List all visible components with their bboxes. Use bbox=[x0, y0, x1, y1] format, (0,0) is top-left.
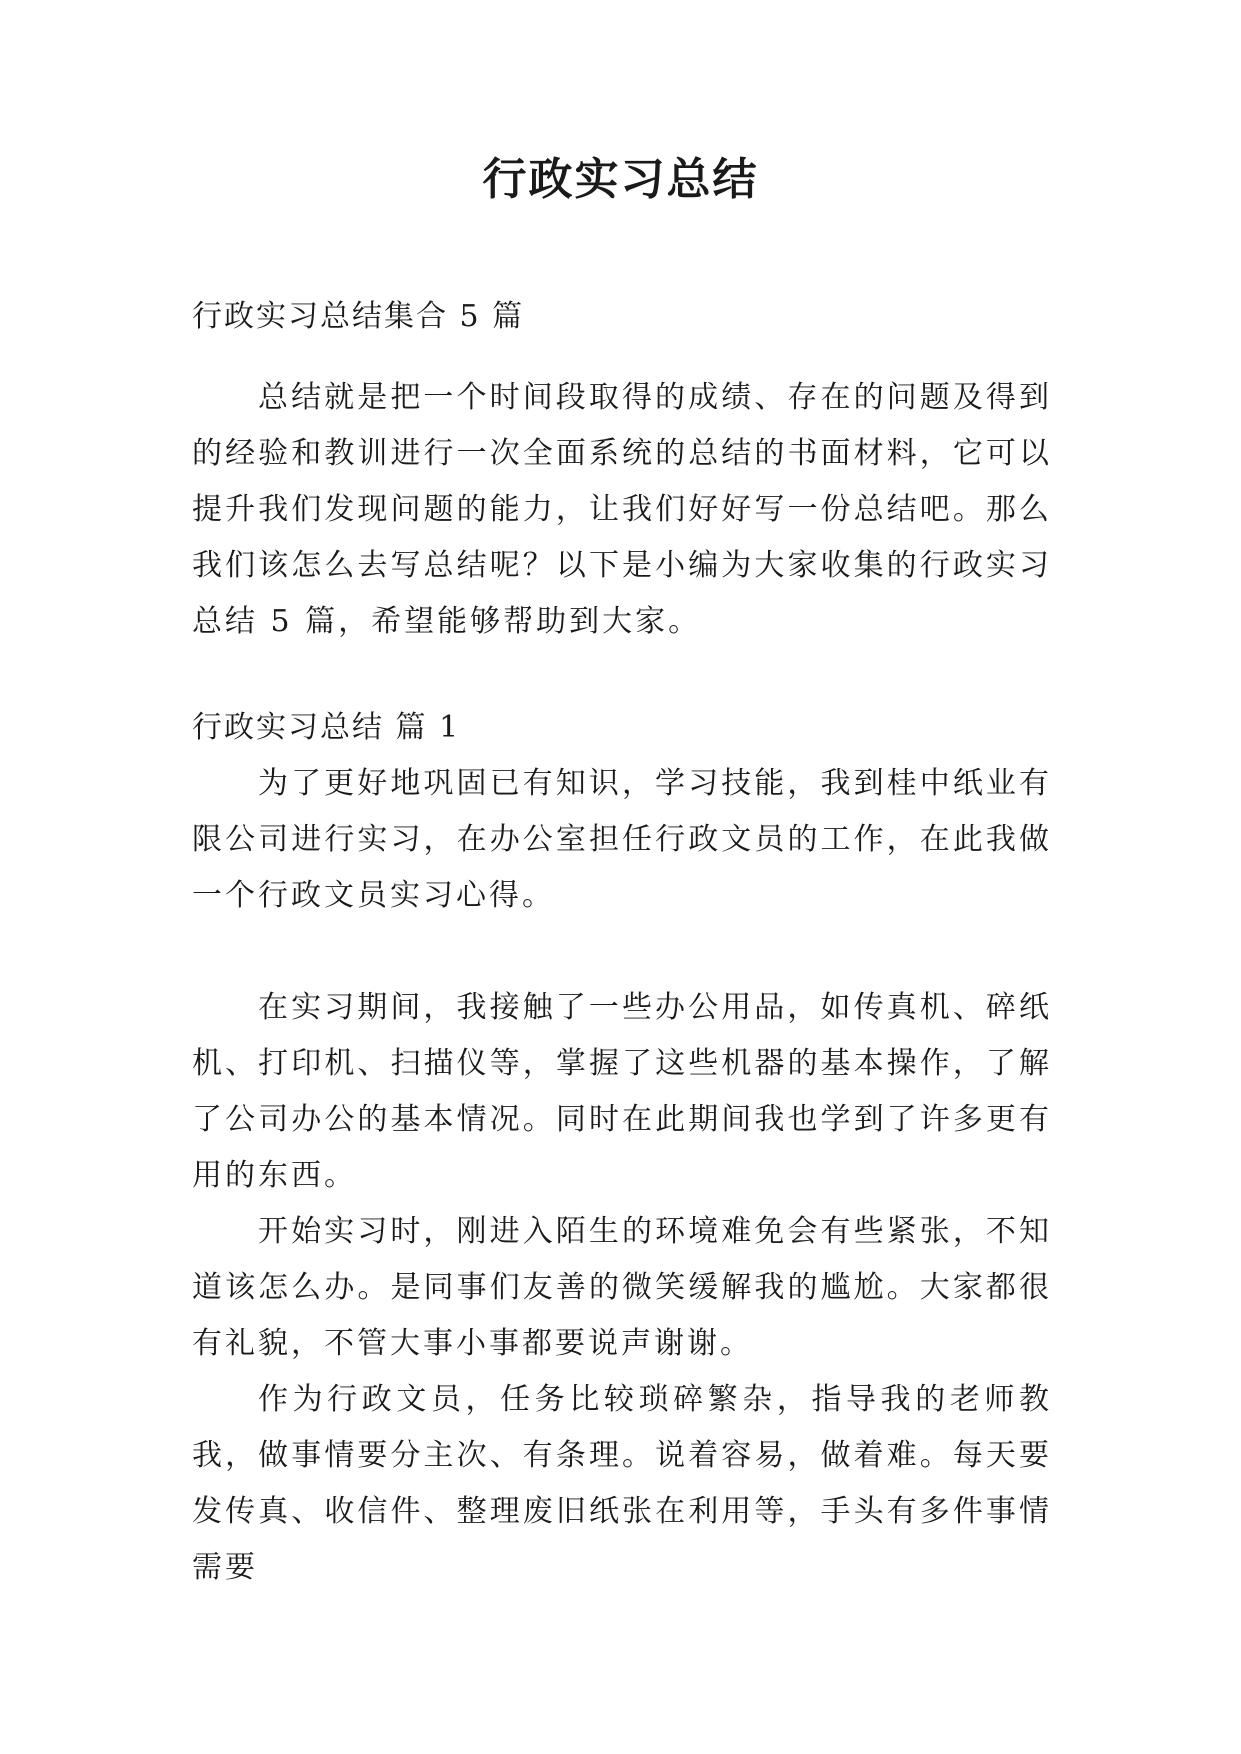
document-subtitle: 行政实习总结集合 5 篇 bbox=[192, 299, 525, 334]
paragraph-2: 在实习期间，我接触了一些办公用品，如传真机、碎纸机、打印机、扫描仪等，掌握了这些机器的基本操作，了解了公司办公的基本情况。同时在此期间我也学到了许多更有用的东西。 bbox=[192, 990, 1052, 1193]
intro-paragraph: 总结就是把一个时间段取得的成绩、存在的问题及得到的经验和教训进行一次全面系统的总结的书面材料，它可以提升我们发现问题的能力，让我们好好写一份总结吧。那么我们该怎么去写总结呢？以下是小编为大家收集的行政实习总结 5 篇，希望能够帮助到大家。 bbox=[192, 380, 1052, 639]
paragraph-4: 作为行政文员，任务比较琐碎繁杂，指导我的老师教我，做事情要分主次、有条理。说着容易，做着难。每天要发传真、收信件、整理废旧纸张在利用等，手头有多件事情需要 bbox=[192, 1382, 1052, 1585]
document-title: 行政实习总结 bbox=[482, 154, 759, 205]
paragraph-3: 开始实习时，刚进入陌生的环境难免会有些紧张，不知道该怎么办。是同事们友善的微笑缓解我的尴尬。大家都很有礼貌，不管大事小事都要说声谢谢。 bbox=[192, 1214, 1052, 1361]
section-heading: 行政实习总结 篇 1 bbox=[192, 710, 461, 745]
paragraph-1: 为了更好地巩固已有知识，学习技能，我到桂中纸业有限公司进行实习，在办公室担任行政文员的工作，在此我做一个行政文员实习心得。 bbox=[192, 766, 1052, 913]
